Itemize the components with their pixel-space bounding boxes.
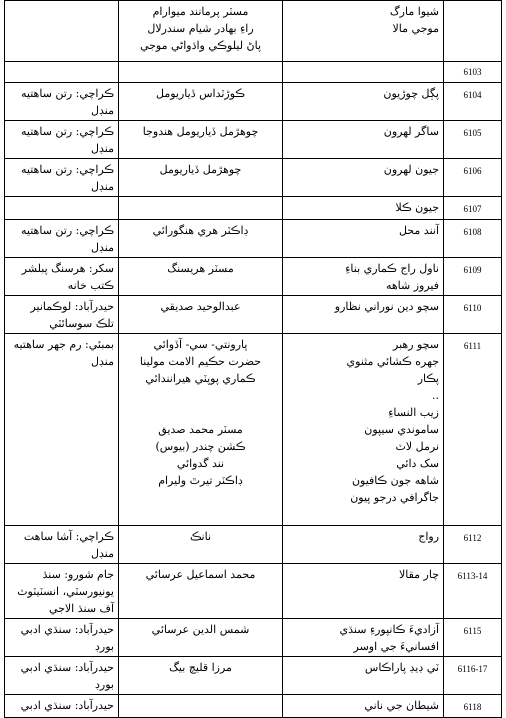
catalog-row: [5, 619, 502, 657]
title-line: جيون ڪلا: [395, 201, 439, 214]
author-cell: [119, 657, 283, 695]
publisher-cell: [5, 526, 119, 564]
number-cell: 6113-14: [444, 564, 502, 619]
publisher-cell: [5, 62, 119, 83]
author-cell: [119, 526, 283, 564]
catalog-row: [5, 526, 502, 564]
author-cell: [119, 619, 283, 657]
title-line: افسانيءَ جي اوسر: [353, 640, 439, 653]
number-cell: 6106: [444, 159, 502, 197]
publisher-line: ڪراچي: رتن ساهتيه: [21, 125, 114, 138]
catalog-row: [5, 258, 502, 296]
number-cell: 6116-17: [444, 657, 502, 695]
header-row: [5, 1, 502, 62]
author-line: [123, 387, 278, 404]
author-line: مرزا قليچ بيگ: [169, 661, 232, 674]
author-cell: [119, 1, 283, 62]
title-line: ٽي ڊيڊ پاراڪاس: [364, 661, 439, 674]
number-cell: 6104: [444, 83, 502, 121]
catalog-body: [5, 1, 502, 718]
catalog-row: [5, 657, 502, 695]
title-cell: [283, 220, 444, 258]
title-line: سک دائي: [396, 457, 439, 470]
title-cell: [283, 619, 444, 657]
catalog-row: [5, 62, 502, 83]
title-line: سچو رهبر: [393, 338, 439, 351]
title-cell: [283, 258, 444, 296]
author-cell: [119, 334, 283, 526]
author-line: [123, 404, 278, 421]
author-cell: [119, 695, 283, 718]
author-line: ڪشن چندر (بيوس): [155, 440, 246, 453]
title-line: ساگر لهرون: [383, 125, 439, 138]
publisher-line: ڪراچي: رتن ساهتيه: [21, 163, 114, 176]
number-cell: 6108: [444, 220, 502, 258]
publisher-cell: [5, 121, 119, 159]
title-line: ..: [432, 389, 439, 402]
title-line: جاگرافي درجو پيون: [350, 491, 439, 504]
title-line: آزاديءَ ڪانپورءِ سنڌي: [339, 623, 439, 636]
author-cell: [119, 220, 283, 258]
author-line: چوهڙمل ڏياريومل: [159, 163, 242, 176]
author-cell: [119, 197, 283, 220]
title-line: چار مقالا: [398, 568, 439, 581]
title-cell: [283, 83, 444, 121]
publisher-line: حيدرآباد: سنڌي ادبي: [20, 661, 114, 674]
title-line: جيون لهرون: [383, 163, 439, 176]
title-line: جهره ڪشائي مثنوي: [346, 355, 439, 368]
author-line: راءِ بهادر شيام سندرلال: [147, 22, 254, 35]
publisher-line: منڊل: [91, 241, 114, 254]
title-line: شيطان جي ناني: [364, 699, 439, 712]
author-line: مسٽر هريسنگ: [167, 262, 234, 275]
title-cell: [283, 1, 444, 62]
publisher-cell: [5, 1, 119, 62]
author-line: ڪماري پوپٽي هيرانندائي: [145, 372, 256, 385]
number-cell: 6118: [444, 695, 502, 718]
catalog-row: [5, 564, 502, 619]
catalog-row: [5, 197, 502, 220]
publisher-line: جام شورو: سنڌ: [42, 568, 114, 581]
title-cell: [283, 526, 444, 564]
author-line: محمد اسماعيل عرسائي: [145, 568, 256, 581]
publisher-line: منڊل: [91, 142, 114, 155]
author-cell: [119, 159, 283, 197]
title-cell: [283, 121, 444, 159]
number-cell: 6110: [444, 296, 502, 334]
title-cell: [283, 296, 444, 334]
catalog-row: [5, 296, 502, 334]
title-line: آنند محل: [398, 224, 439, 237]
publisher-line: بمبئي: رم جهر ساهتيه: [13, 338, 114, 351]
number-cell: 6112: [444, 526, 502, 564]
catalog-row: [5, 334, 502, 526]
publisher-line: تلڪ سوسائٽي: [49, 317, 114, 330]
author-line: پارونتي- سي- آڏوائي: [153, 338, 248, 351]
title-cell: [283, 695, 444, 718]
author-line: شمس الدين عرسائي: [151, 623, 250, 636]
publisher-line: منڊل: [91, 547, 114, 560]
publisher-line: منڊل: [91, 180, 114, 193]
number-cell: 6111: [444, 334, 502, 526]
author-cell: [119, 258, 283, 296]
title-line: موجي مالا: [392, 22, 439, 35]
author-line: نند گدوائي: [176, 457, 225, 470]
publisher-line: ڪراچي: رتن ساهتيه: [21, 87, 114, 100]
title-line: رواج: [418, 530, 439, 543]
title-cell: [283, 159, 444, 197]
publisher-line: سکر: هرسنگ پبلشر: [21, 262, 114, 275]
publisher-line: منڊل: [91, 355, 114, 368]
title-line: ناول راج ڪماري بناءِ: [345, 262, 439, 275]
author-line: نانڪ: [189, 530, 212, 543]
title-cell: [283, 197, 444, 220]
publisher-cell: [5, 657, 119, 695]
number-cell: 6103: [444, 62, 502, 83]
publisher-cell: [5, 83, 119, 121]
title-line: شاهه جون ڪافيون: [351, 474, 439, 487]
title-line: شيوا مارگ: [389, 5, 439, 18]
title-cell: [283, 334, 444, 526]
author-line: پاڻ ليلوڪي واڌواڻي موجي: [139, 39, 262, 52]
title-line: ساموندي سيپون: [364, 423, 439, 436]
catalog-row: [5, 83, 502, 121]
title-line: پڳل چوڙيون: [383, 87, 439, 100]
catalog-row: [5, 121, 502, 159]
catalog-row: [5, 220, 502, 258]
publisher-line: بورڊ: [95, 640, 114, 653]
publisher-line: ڪراچي: آشا ساهت: [23, 530, 114, 543]
publisher-line: يونيورسٽي، انسٽيٽوٽ: [17, 585, 114, 598]
publisher-cell: [5, 197, 119, 220]
publisher-cell: [5, 564, 119, 619]
title-line: نرمل لاٽ: [395, 440, 439, 453]
author-line: عبدالوحيد صديقي: [160, 300, 241, 313]
number-cell: [444, 1, 502, 62]
author-cell: [119, 564, 283, 619]
catalog-row: [5, 695, 502, 718]
author-line: حضرت حڪيم الامت مولينا: [139, 355, 262, 368]
author-cell: [119, 83, 283, 121]
title-line: زيب النساءِ: [388, 406, 439, 419]
author-line: چوهڙمل ڏياريومل هندوجا: [142, 125, 259, 138]
publisher-line: حيدرآباد: لوڪمانير: [30, 300, 114, 313]
number-cell: 6107: [444, 197, 502, 220]
number-cell: 6109: [444, 258, 502, 296]
publisher-line: ڪتب خانه: [67, 279, 114, 292]
author-line: مسٽر پرمانند ميوارام: [152, 5, 249, 18]
author-cell: [119, 62, 283, 83]
publisher-cell: [5, 695, 119, 718]
publisher-line: حيدرآباد: سنڌي ادبي: [20, 699, 114, 712]
author-line: مسٽر محمد صديق: [158, 423, 243, 436]
publisher-cell: [5, 159, 119, 197]
title-line: فيروز شاهه: [385, 279, 439, 292]
number-cell: 6115: [444, 619, 502, 657]
publisher-line: بورڊ: [95, 678, 114, 691]
author-cell: [119, 121, 283, 159]
catalog-row: [5, 159, 502, 197]
catalog-table: [4, 0, 502, 718]
author-line: ڪوڙٽداس ڏياريومل: [156, 87, 245, 100]
publisher-cell: [5, 296, 119, 334]
publisher-cell: [5, 619, 119, 657]
author-line: ڊاڪٽر تيرٿ وليرام: [158, 474, 243, 487]
publisher-cell: [5, 334, 119, 526]
author-line: ڊاڪٽر هري هنگورائي: [152, 224, 249, 237]
title-line: پڪار: [417, 372, 439, 385]
publisher-cell: [5, 220, 119, 258]
publisher-cell: [5, 258, 119, 296]
publisher-line: ڪراچي: رتن ساهتيه: [21, 224, 114, 237]
title-cell: [283, 62, 444, 83]
title-cell: [283, 657, 444, 695]
author-cell: [119, 296, 283, 334]
number-cell: 6105: [444, 121, 502, 159]
title-cell: [283, 564, 444, 619]
publisher-line: حيدرآباد: سنڌي ادبي: [20, 623, 114, 636]
publisher-line: منڊل: [91, 104, 114, 117]
publisher-line: آف سنڌ الاجي: [48, 602, 114, 615]
title-line: سچو دين نوراني نظارو: [334, 300, 439, 313]
